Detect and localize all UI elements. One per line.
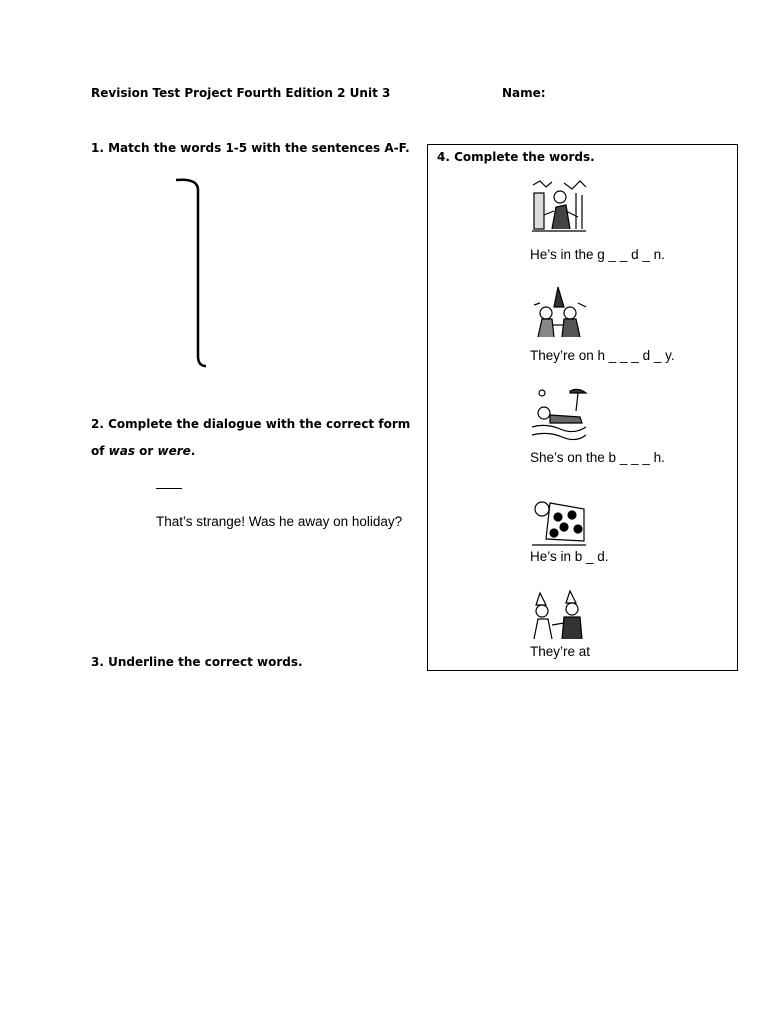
was-word: was [108, 444, 135, 458]
section-4-box [427, 144, 738, 671]
period-text: . [190, 444, 196, 458]
garden-picture-icon [530, 179, 588, 233]
dialogue-blank-line [156, 488, 182, 489]
beach-picture-icon [530, 387, 588, 441]
section-1-heading: 1. Match the words 1-5 with the sentences A-F. [91, 141, 410, 155]
item-1-text: He’s in the g _ _ d _ n. [530, 247, 665, 262]
item-3-text: She’s on the b _ _ _ h. [530, 450, 665, 465]
matching-bracket [170, 178, 210, 370]
section-2-heading-line2 [91, 444, 195, 458]
item-5-text: They’re at [530, 644, 591, 659]
dialogue-line: That’s strange! Was he away on holiday? [156, 514, 403, 529]
item-2-text: They’re on h _ _ _ d _ y. [530, 348, 675, 363]
of-text: of [91, 444, 109, 458]
bed-picture-icon [530, 495, 588, 549]
were-word: were [157, 444, 191, 458]
section-3-heading: 3. Underline the correct words. [91, 655, 303, 669]
section-4-heading: 4. Complete the words. [437, 150, 595, 164]
party-picture-icon [530, 589, 588, 643]
or-text: or [134, 444, 158, 458]
section-2-heading: 2. Complete the dialogue with the correct form [91, 417, 411, 431]
holiday-picture-icon [530, 285, 588, 339]
page-title: Revision Test Project Fourth Edition 2 Unit 3 [91, 86, 391, 100]
name-label: Name: [502, 86, 546, 100]
item-4-text: He’s in b _ d. [530, 549, 609, 564]
